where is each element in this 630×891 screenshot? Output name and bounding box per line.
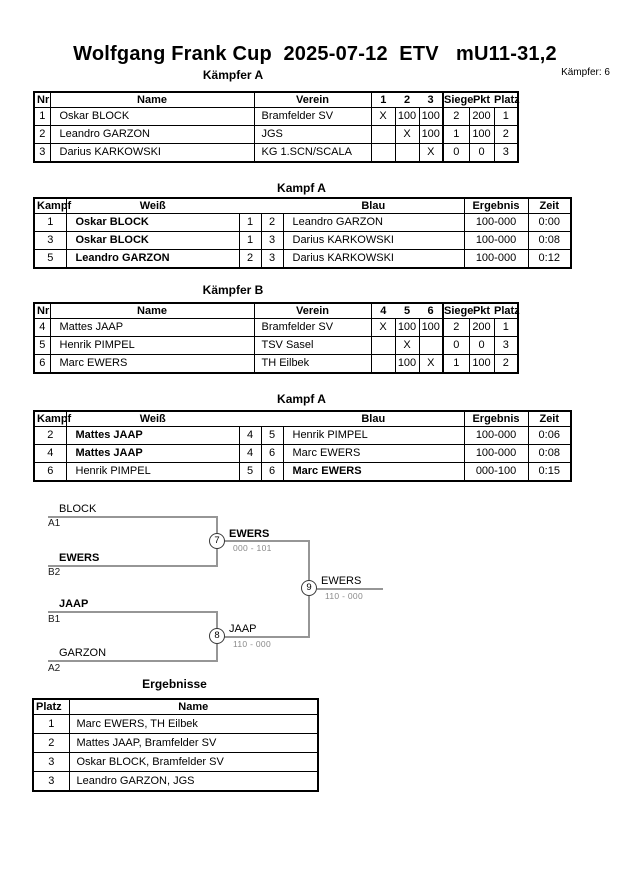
table-row [34,250,571,269]
match-result: 000-100 [464,463,528,482]
blue-fighter: Darius KARKOWSKI [283,250,464,269]
col-header-name: Name [50,92,254,108]
fighter-club: TH Eilbek [254,355,371,374]
result-cell: 100 [419,108,443,126]
result-cell [371,144,395,163]
bracket-winner-name: JAAP [229,623,257,635]
result-cell [371,355,395,374]
bracket-score: 110 - 000 [325,591,363,601]
platz-cell: 3 [494,144,518,163]
match-time: 0:06 [528,427,571,445]
result-cell: 100 [419,319,443,337]
pkt-cell: 100 [469,126,494,144]
result-cell: 100 [395,355,419,374]
bracket-match-circle: 7 [209,533,225,549]
white-fighter: Oskar BLOCK [66,232,239,250]
col-header-verein: Verein [254,303,371,319]
table-header-row [34,411,571,427]
match-number: 3 [34,232,66,250]
result-cell: 100 [419,126,443,144]
pkt-cell: 200 [469,319,494,337]
pkt-cell: 100 [469,355,494,374]
matches-a-table [33,197,572,269]
table-row [34,355,518,374]
result-cell [395,144,419,163]
col-header-platz: Platz [494,94,520,106]
col-header-kampf: Kampf [34,198,66,214]
matches-b-title: Kampf A [277,392,326,406]
table-header-row [34,92,518,108]
siege-cell: 2 [443,319,469,337]
result-name: Marc EWERS, TH Eilbek [69,715,318,734]
col-header-empty [261,198,283,214]
match-result: 100-000 [464,214,528,232]
col-header-zeit: Zeit [528,411,571,427]
col-header-siege: Siege [444,305,474,317]
white-nr: 1 [239,232,261,250]
pkt-cell: 0 [469,144,494,163]
bracket-slot-name: EWERS [59,552,100,564]
result-cell [419,337,443,355]
result-place: 1 [33,715,69,734]
col-header-weiss: Weiß [66,198,239,214]
table-header-row [33,699,318,715]
table-row [34,144,518,163]
match-number: 6 [34,463,66,482]
col-header-pkt: Pkt [469,92,494,108]
blue-nr: 5 [261,427,283,445]
white-nr: 4 [239,427,261,445]
white-fighter: Leandro GARZON [66,250,239,269]
blue-fighter: Henrik PIMPEL [283,427,464,445]
match-result: 100-000 [464,427,528,445]
blue-fighter: Darius KARKOWSKI [283,232,464,250]
table-row [34,319,518,337]
result-cell: X [419,144,443,163]
white-nr: 2 [239,250,261,269]
results-title: Ergebnisse [142,677,207,691]
col-header-empty [239,411,261,427]
col-header-blau: Blau [283,198,464,214]
platz-cell: 1 [494,108,518,126]
matches-b-table [33,410,572,482]
table-header-row [34,198,571,214]
col-header-kampf: Kampf [34,411,66,427]
result-cell: X [395,337,419,355]
fighter-nr: 4 [34,319,50,337]
white-nr: 5 [239,463,261,482]
col-header-verein: Verein [254,92,371,108]
match-number: 4 [34,445,66,463]
col-header-siege: Siege [444,94,474,106]
fighter-name: Darius KARKOWSKI [50,144,254,163]
table-row [34,427,571,445]
table-row [34,232,571,250]
bracket-seed-label: A1 [48,518,61,529]
bracket-seed-label: B1 [48,614,61,625]
siege-cell: 1 [443,355,469,374]
table-row [34,214,571,232]
col-header-ergebnis: Ergebnis [464,411,528,427]
blue-fighter: Leandro GARZON [283,214,464,232]
table-row [34,445,571,463]
col-header-5: 5 [395,303,419,319]
table-row [33,772,318,792]
match-result: 100-000 [464,232,528,250]
bracket-line [224,540,310,542]
col-header-1: 1 [371,92,395,108]
match-time: 0:00 [528,214,571,232]
fighter-name: Leandro GARZON [50,126,254,144]
blue-nr: 6 [261,463,283,482]
pkt-cell: 0 [469,337,494,355]
bracket-match-circle: 8 [209,628,225,644]
bracket-line [308,540,310,582]
col-header-ergebnis: Ergebnis [464,198,528,214]
fighter-count-label: Kämpfer: 6 [561,67,610,78]
bracket-line [317,588,383,590]
result-cell: X [419,355,443,374]
bracket-line [48,565,218,567]
col-header-empty [239,198,261,214]
table-row [34,463,571,482]
match-time: 0:12 [528,250,571,269]
bracket-winner-name: EWERS [321,575,362,587]
fighter-club: JGS [254,126,371,144]
table-row [34,108,518,126]
bracket-line [48,516,218,518]
match-time: 0:15 [528,463,571,482]
col-header-name: Name [69,699,318,715]
col-header-4: 4 [371,303,395,319]
result-cell: 100 [395,108,419,126]
fighter-nr: 3 [34,144,50,163]
table-row [34,337,518,355]
table-row [34,126,518,144]
page-title: Wolfgang Frank Cup 2025-07-12 ETV mU11-31,2 [73,43,557,65]
bracket-seed-label: A2 [48,663,61,674]
match-result: 100-000 [464,250,528,269]
bracket-slot-name: JAAP [59,598,89,610]
fighter-club: Bramfelder SV [254,108,371,126]
blue-nr: 6 [261,445,283,463]
white-fighter: Mattes JAAP [66,427,239,445]
match-result: 100-000 [464,445,528,463]
col-header-zeit: Zeit [528,198,571,214]
result-name: Oskar BLOCK, Bramfelder SV [69,753,318,772]
fighter-nr: 5 [34,337,50,355]
pkt-cell: 200 [469,108,494,126]
white-fighter: Mattes JAAP [66,445,239,463]
platz-cell: 2 [494,126,518,144]
platz-cell: 3 [494,337,518,355]
match-time: 0:08 [528,232,571,250]
result-cell [371,126,395,144]
blue-nr: 3 [261,232,283,250]
col-header-nr: Nr [34,303,50,319]
fighter-name: Mattes JAAP [50,319,254,337]
blue-nr: 3 [261,250,283,269]
platz-cell: 2 [494,355,518,374]
result-place: 3 [33,753,69,772]
siege-cell: 1 [443,126,469,144]
blue-fighter: Marc EWERS [283,463,464,482]
fighter-name: Oskar BLOCK [50,108,254,126]
col-header-empty [261,411,283,427]
bracket-slot-name: BLOCK [59,503,97,515]
table-row [33,715,318,734]
match-number: 1 [34,214,66,232]
col-header-platz: Platz [494,305,520,317]
blue-fighter: Marc EWERS [283,445,464,463]
result-name: Leandro GARZON, JGS [69,772,318,792]
bracket-match-circle: 9 [301,580,317,596]
bracket-seed-label: B2 [48,567,61,578]
platz-cell: 1 [494,319,518,337]
pool-a-table [33,91,519,163]
bracket-line [224,636,310,638]
fighter-nr: 6 [34,355,50,374]
table-row [33,753,318,772]
pool-b-title: Kämpfer B [202,283,264,297]
result-cell: X [371,319,395,337]
fighter-name: Marc EWERS [50,355,254,374]
match-number: 2 [34,427,66,445]
col-header-platz: Platz [33,699,69,715]
result-place: 2 [33,734,69,753]
col-header-3: 3 [419,92,443,108]
col-header-name: Name [50,303,254,319]
result-cell: X [371,108,395,126]
white-fighter: Henrik PIMPEL [66,463,239,482]
bracket-line [308,596,310,637]
result-cell [371,337,395,355]
fighter-nr: 1 [34,108,50,126]
siege-cell: 2 [443,108,469,126]
bracket-slot-name: GARZON [59,647,107,659]
results-table [32,698,319,792]
fighter-nr: 2 [34,126,50,144]
white-nr: 4 [239,445,261,463]
fighter-club: Bramfelder SV [254,319,371,337]
pool-b-table [33,302,519,374]
table-header-row [34,303,518,319]
col-header-pkt: Pkt [469,303,494,319]
white-nr: 1 [239,214,261,232]
result-cell: 100 [395,319,419,337]
matches-a-title: Kampf A [277,181,326,195]
bracket-line [48,611,218,613]
bracket-line [48,660,218,662]
result-place: 3 [33,772,69,792]
blue-nr: 2 [261,214,283,232]
col-header-2: 2 [395,92,419,108]
match-number: 5 [34,250,66,269]
white-fighter: Oskar BLOCK [66,214,239,232]
pool-a-title: Kämpfer A [202,68,264,82]
fighter-name: Henrik PIMPEL [50,337,254,355]
bracket-score: 110 - 000 [233,639,271,649]
siege-cell: 0 [443,144,469,163]
col-header-blau: Blau [283,411,464,427]
result-name: Mattes JAAP, Bramfelder SV [69,734,318,753]
col-header-nr: Nr [34,92,50,108]
fighter-club: KG 1.SCN/SCALA [254,144,371,163]
col-header-6: 6 [419,303,443,319]
table-row [33,734,318,753]
bracket-winner-name: EWERS [229,528,270,540]
fighter-club: TSV Sasel [254,337,371,355]
col-header-weiss: Weiß [66,411,239,427]
siege-cell: 0 [443,337,469,355]
result-cell: X [395,126,419,144]
bracket-score: 000 - 101 [233,543,272,553]
match-time: 0:08 [528,445,571,463]
